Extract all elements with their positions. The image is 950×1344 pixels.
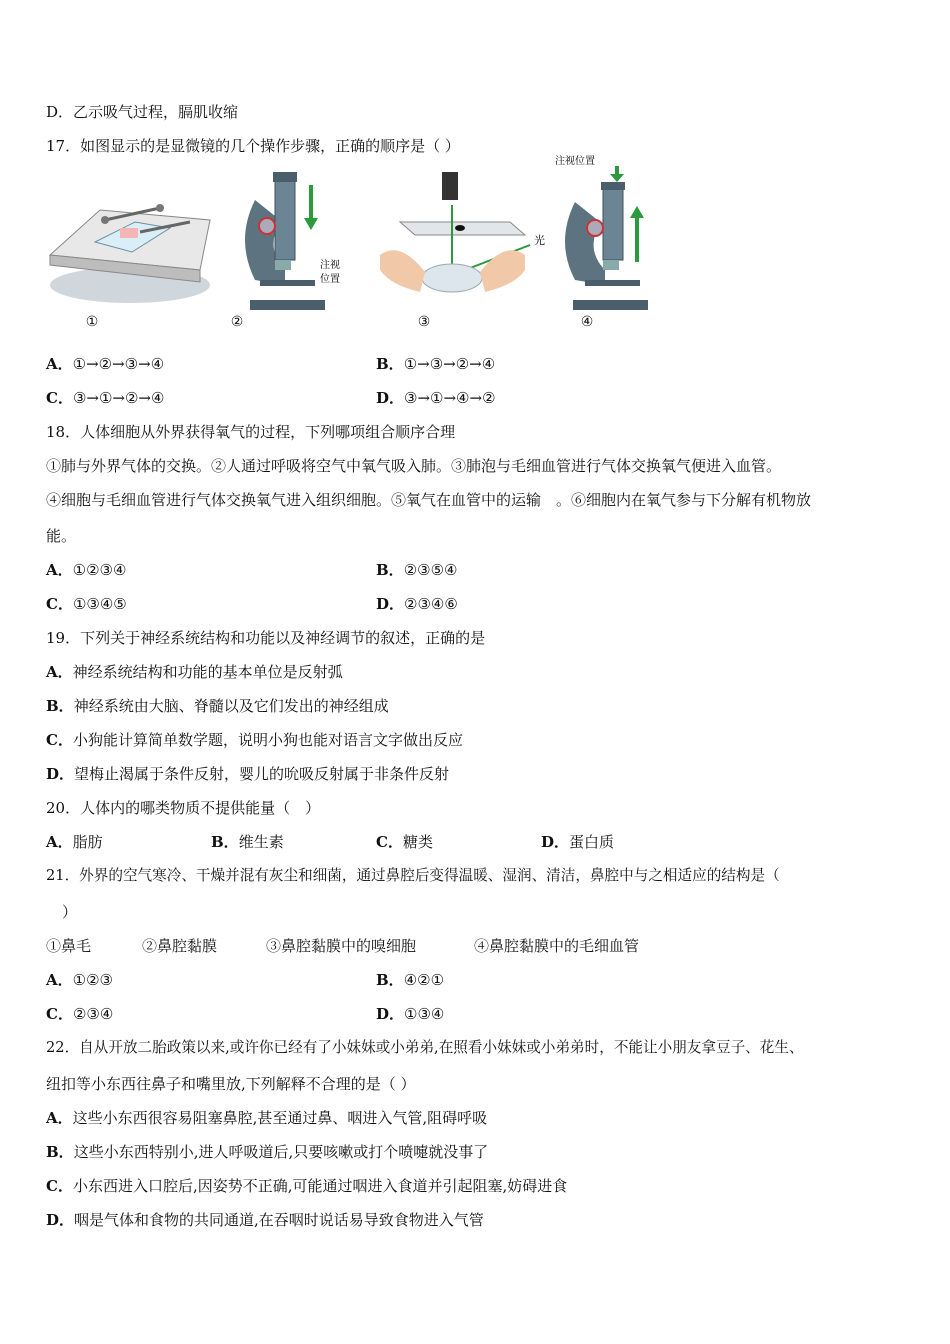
q19-option-a: A．神经系统结构和功能的基本单位是反射弧 <box>46 663 343 681</box>
q21-item-3: ③鼻腔黏膜中的嗅细胞 <box>266 937 417 955</box>
q21-item-2: ②鼻腔黏膜 <box>142 937 218 955</box>
q18-option-a: A．①②③④ <box>46 561 127 579</box>
fig4-raise-tube <box>545 152 665 315</box>
fig2-eyepiece <box>273 172 297 182</box>
fig3-mirror <box>422 264 482 292</box>
fig4-arrow-up-head <box>630 206 644 218</box>
q20-option-a: A．脂肪 <box>46 833 103 851</box>
fig4-arm <box>565 202 605 285</box>
q22-option-d: D．咽是气体和食物的共同通道,在吞咽时说话易导致食物进入气管 <box>46 1211 484 1229</box>
fig3-label: ③ <box>417 314 431 330</box>
q20-option-b: B．维生素 <box>211 833 284 851</box>
microscope-figure <box>40 156 660 340</box>
q21-option-b: B．④②① <box>376 971 445 989</box>
q18-line2: ④细胞与毛细血管进行气体交换氧气进入组织细胞。⑤氧气在血管中的运输 。⑥细胞内在氧气参与下分解有机物放 <box>46 491 812 509</box>
fig2-arrow-down-head <box>304 218 318 230</box>
q18-stem: 18．人体细胞从外界获得氧气的过程，下列哪项组合顺序合理 <box>46 423 456 441</box>
fig2-stage <box>260 280 315 286</box>
fig3-left-hand <box>380 250 425 292</box>
prev-option-d: D．乙示吸气过程，膈肌收缩 <box>46 103 239 121</box>
q20-option-c: C．糖类 <box>376 833 433 851</box>
fig1-label: ① <box>85 314 99 330</box>
fig2-base <box>250 300 325 310</box>
q18-line3: 能。 <box>46 527 77 545</box>
fig2-coarse-knob <box>259 218 275 234</box>
fig1-clip-screw-2 <box>156 204 164 212</box>
fig2-annot-1: 注视 <box>320 260 340 271</box>
fig4-label: ④ <box>580 314 594 330</box>
q20-option-d: D．蛋白质 <box>541 833 615 851</box>
q21-option-c: C．②③④ <box>46 1005 114 1023</box>
q21-item-4: ④鼻腔黏膜中的毛细血管 <box>474 937 640 955</box>
fig1-slide-on-stage <box>40 160 215 315</box>
q18-option-b: B．②③⑤④ <box>376 561 458 579</box>
fig2-label: ② <box>230 314 244 330</box>
fig3-adjust-light <box>360 160 550 315</box>
fig4-stage <box>585 280 640 286</box>
q17-option-a: A．①→②→③→④ <box>46 355 165 373</box>
fig2-objective <box>275 260 291 270</box>
fig2-tube <box>275 180 295 260</box>
q22-option-c: C．小东西进入口腔后,因姿势不正确,可能通过咽进入食道并引起阻塞,妨碍进食 <box>46 1177 568 1195</box>
fig4-eyepiece <box>601 182 625 190</box>
q19-option-b: B．神经系统由大脑、脊髓以及它们发出的神经组成 <box>46 697 389 715</box>
fig3-light-annot: 光 <box>534 235 545 247</box>
q19-option-d: D．望梅止渴属于条件反射，婴儿的吮吸反射属于非条件反射 <box>46 765 450 783</box>
fig2-annot-2: 位置 <box>320 274 340 285</box>
q21-item-1: ①鼻毛 <box>46 937 92 955</box>
fig3-right-hand <box>480 250 525 292</box>
q20-stem: 20．人体内的哪类物质不提供能量（ ） <box>46 799 321 817</box>
q17-option-b: B．①→③→②→④ <box>376 355 496 373</box>
fig4-annot: 注视位置 <box>555 156 595 167</box>
q19-option-c: C．小狗能计算简单数学题，说明小狗也能对语言文字做出反应 <box>46 731 463 749</box>
fig2-lower-tube <box>225 160 355 315</box>
q19-stem: 19．下列关于神经系统结构和功能以及神经调节的叙述，正确的是 <box>46 629 486 647</box>
q18-option-c: C．①③④⑤ <box>46 595 127 613</box>
fig4-base <box>573 300 648 310</box>
q22-stem: 22．自从开放二胎政策以来,或许你已经有了小妹妹或小弟弟,在照看小妹妹或小弟弟时，不能让小朋友拿豆子、花生、 <box>46 1039 804 1056</box>
q22-stem-cont: 纽扣等小东西往鼻子和嘴里放,下列解释不合理的是（ ） <box>46 1075 416 1093</box>
fig3-stage-hole <box>455 225 465 231</box>
q18-option-d: D．②③④⑥ <box>376 595 458 613</box>
fig4-tube <box>603 188 623 260</box>
q21-option-a: A．①②③ <box>46 971 113 989</box>
q17-option-d: D．③→①→④→② <box>376 389 496 407</box>
q18-line1: ①肺与外界气体的交换。②人通过呼吸将空气中氧气吸入肺。③肺泡与毛细血管进行气体交换氧气便进入血管。 <box>46 457 782 475</box>
fig1-clip-screw-1 <box>101 216 109 224</box>
q22-option-b: B．这些小东西特别小,进人呼吸道后,只要咳嗽或打个喷嚏就没事了 <box>46 1143 489 1161</box>
fig4-coarse-knob <box>587 220 603 236</box>
q21-stem-cont: ） <box>62 903 78 921</box>
fig3-objective <box>442 172 458 200</box>
q21-stem: 21．外界的空气寒冷、干燥并混有灰尘和细菌，通过鼻腔后变得温暖、湿润、清洁，鼻腔中与之相适应的结构是（ <box>46 867 780 884</box>
fig4-arrow-eye-head <box>610 174 624 182</box>
fig1-specimen <box>120 228 138 238</box>
q21-option-d: D．①③④ <box>376 1005 445 1023</box>
fig4-objective <box>603 260 619 270</box>
q17-option-c: C．③→①→②→④ <box>46 389 165 407</box>
q22-option-a: A．这些小东西很容易阻塞鼻腔,甚至通过鼻、咽进入气管,阻碍呼吸 <box>46 1109 488 1127</box>
q17-stem: 17．如图显示的是显微镜的几个操作步骤，正确的顺序是（ ） <box>46 137 460 155</box>
